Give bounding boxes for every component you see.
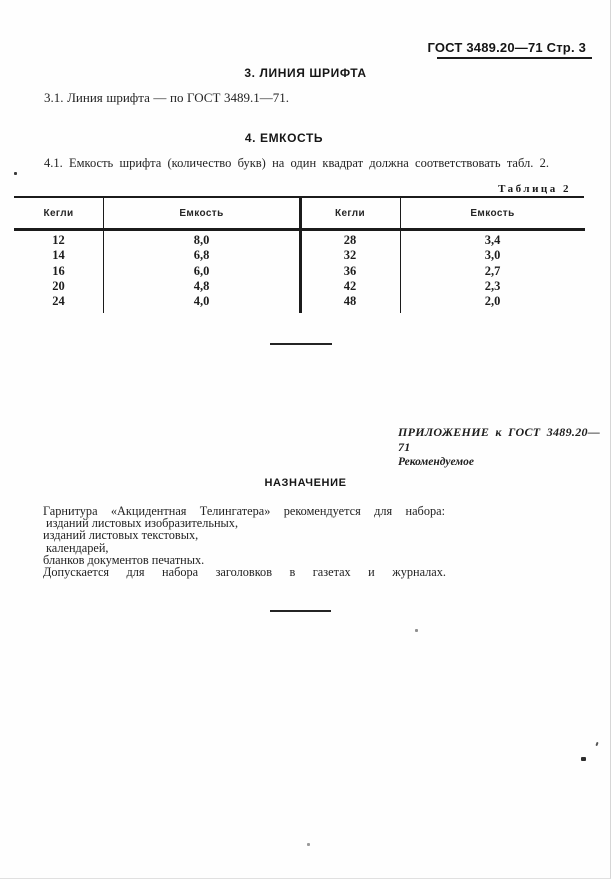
clause-4-1: 4.1. Емкость шрифта (количество букв) на один квадрат должна соответствовать табл. 2. bbox=[44, 156, 549, 170]
table-cell: 12 bbox=[52, 233, 65, 247]
page-header-reference: ГОСТ 3489.20—71 Стр. 3 bbox=[427, 40, 586, 55]
column-header: Емкость bbox=[179, 207, 224, 219]
scan-speck bbox=[307, 843, 310, 846]
appendix-block bbox=[398, 425, 610, 468]
table-cell: 2,7 bbox=[484, 263, 501, 278]
table-cell: 4,8 bbox=[193, 278, 210, 293]
table-cell: 3,0 bbox=[484, 248, 501, 263]
column-header: Емкость bbox=[470, 207, 515, 219]
table-cell: 20 bbox=[52, 278, 65, 293]
table-column-rule bbox=[103, 198, 104, 313]
table-cell: 8,0 bbox=[193, 233, 210, 247]
table-cell: 4,0 bbox=[193, 294, 210, 309]
table-cell: 28 bbox=[343, 233, 357, 247]
capacity-table bbox=[14, 196, 585, 316]
table-cell: 2,3 bbox=[484, 278, 501, 293]
section-end-divider bbox=[270, 343, 332, 345]
table-cell: 42 bbox=[343, 278, 357, 293]
naznachenie-heading: НАЗНАЧЕНИЕ bbox=[264, 477, 347, 489]
table-cell: 32 bbox=[343, 248, 357, 263]
table-cell: 6,0 bbox=[193, 263, 210, 278]
section-4-heading: 4. ЕМКОСТЬ bbox=[244, 131, 324, 145]
page-end-divider bbox=[270, 610, 331, 612]
table-column-rule bbox=[400, 198, 401, 313]
header-underline-rule bbox=[437, 57, 592, 59]
table-cell: 2,0 bbox=[484, 294, 501, 309]
table-cell: 6,8 bbox=[193, 248, 210, 263]
scan-speck bbox=[581, 757, 586, 761]
table-cell: 36 bbox=[343, 263, 357, 278]
usage-line: Гарнитура «Акцидентная Телингатера» рекомендуется для набора: bbox=[43, 504, 445, 518]
table-caption: Таблица 2 bbox=[498, 183, 571, 195]
usage-line: изданий листовых текстовых, bbox=[43, 528, 199, 543]
column-header: Кегли bbox=[334, 207, 366, 219]
appendix-subtitle: Рекомендуемое bbox=[398, 456, 474, 468]
section-3-heading: 3. ЛИНИЯ ШРИФТА bbox=[244, 66, 367, 80]
scan-speck bbox=[14, 172, 17, 175]
scan-speck bbox=[415, 629, 418, 632]
clause-3-1: 3.1. Линия шрифта — по ГОСТ 3489.1—71. bbox=[44, 90, 289, 105]
column-header: Кегли bbox=[43, 207, 74, 219]
usage-line: Допускается для набора заголовков в газетах и журналах. bbox=[43, 565, 446, 580]
appendix-title: ПРИЛОЖЕНИЕ к ГОСТ 3489.20—71 bbox=[398, 425, 601, 454]
table-cell: 24 bbox=[52, 294, 65, 309]
usage-line: изданий листовых изобразительных, bbox=[46, 516, 239, 531]
table-center-rule bbox=[299, 198, 302, 313]
table-cell: 48 bbox=[343, 294, 357, 309]
table-cell: 3,4 bbox=[484, 233, 501, 247]
scan-speck bbox=[595, 742, 598, 746]
table-cell: 14 bbox=[52, 248, 65, 263]
usage-line: бланков документов печатных. bbox=[43, 552, 205, 567]
table-cell: 16 bbox=[52, 263, 65, 278]
usage-line: календарей, bbox=[46, 540, 109, 555]
usage-paragraph bbox=[43, 505, 463, 578]
